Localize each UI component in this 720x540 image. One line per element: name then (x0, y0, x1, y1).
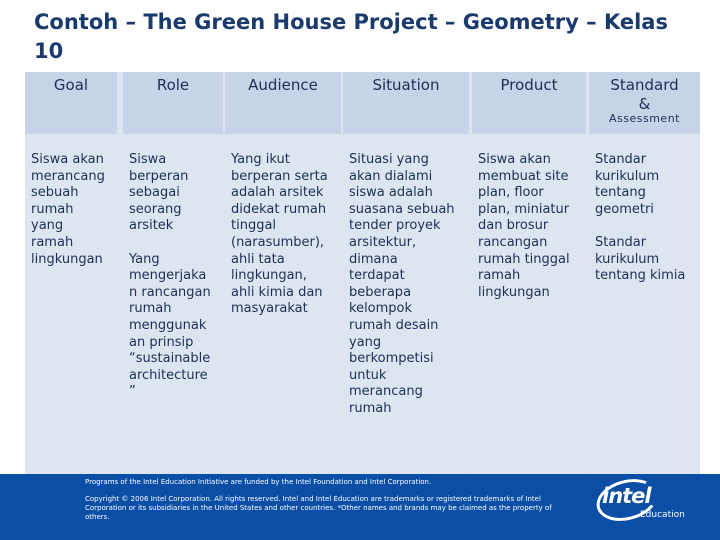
header-standard-sub: Assessment (609, 112, 680, 125)
header-goal: Goal (53, 76, 89, 94)
header-situation: Situation (372, 76, 440, 94)
cell-product: Siswa akan membuat site plan, floor plan, miniatur dan brosur rancangan rumah tinggal ramah lingkungan (478, 152, 570, 300)
slide-title: Contoh – The Green House Project – Geometry – Kelas 10 (34, 10, 668, 63)
column-header (225, 72, 341, 134)
footer-funding-text: Programs of the Intel Education Initiative are funded by the Intel Foundation and Intel Corporation. (85, 478, 432, 486)
header-audience: Audience (248, 76, 318, 94)
logo-wordmark: intel (602, 484, 651, 508)
column-situation (343, 72, 469, 474)
intel-education-logo (594, 478, 694, 524)
header-standard: Standard & (610, 76, 679, 113)
cell-goal: Siswa akan merancang sebuah rumah yang ramah lingkungan (31, 152, 105, 267)
footer-copyright-text: Copyright © 2006 Intel Corporation. All rights reserved. Intel and Intel Education are trademarks or registered trademarks of Intel Corporation or its subsidiaries in the United States and other countries. *Other names and brands may be claimed as the property of others. (85, 495, 552, 521)
column-goal (25, 72, 117, 474)
column-role (123, 72, 223, 474)
footer (0, 474, 720, 540)
column-header (25, 72, 117, 134)
cell-audience: Yang ikut berperan serta adalah arsitek didekat rumah tinggal (narasumber), ahli tata lingkungan, ahli kimia dan masyarakat (231, 152, 328, 317)
cell-situation: Situasi yang akan dialami siswa adalah suasana sebuah tender proyek arsitektur, dimana terdapat beberapa kelompok rumah desain yang berkompetisi untuk merancang rumah (349, 152, 455, 416)
header-role: Role (156, 76, 190, 94)
column-product (472, 72, 586, 474)
column-header (123, 72, 223, 134)
title-area (0, 0, 720, 72)
cell-standard: Standar kurikulum tentang geometri Standar kurikulum tentang kimia (595, 152, 686, 284)
header-product: Product (500, 76, 558, 94)
cell-role: Siswa berperan sebagai seorang arsitek Yang mengerjaka n rancangan rumah menggunak an prinsip “sustainable architecture ” (129, 152, 211, 400)
gras-table (25, 72, 700, 474)
column-audience (225, 72, 341, 474)
column-header (343, 72, 469, 134)
column-header (472, 72, 586, 134)
column-standard (589, 72, 700, 474)
column-header (589, 72, 700, 134)
content-area (0, 72, 720, 474)
logo-subtitle: Education (640, 510, 685, 520)
